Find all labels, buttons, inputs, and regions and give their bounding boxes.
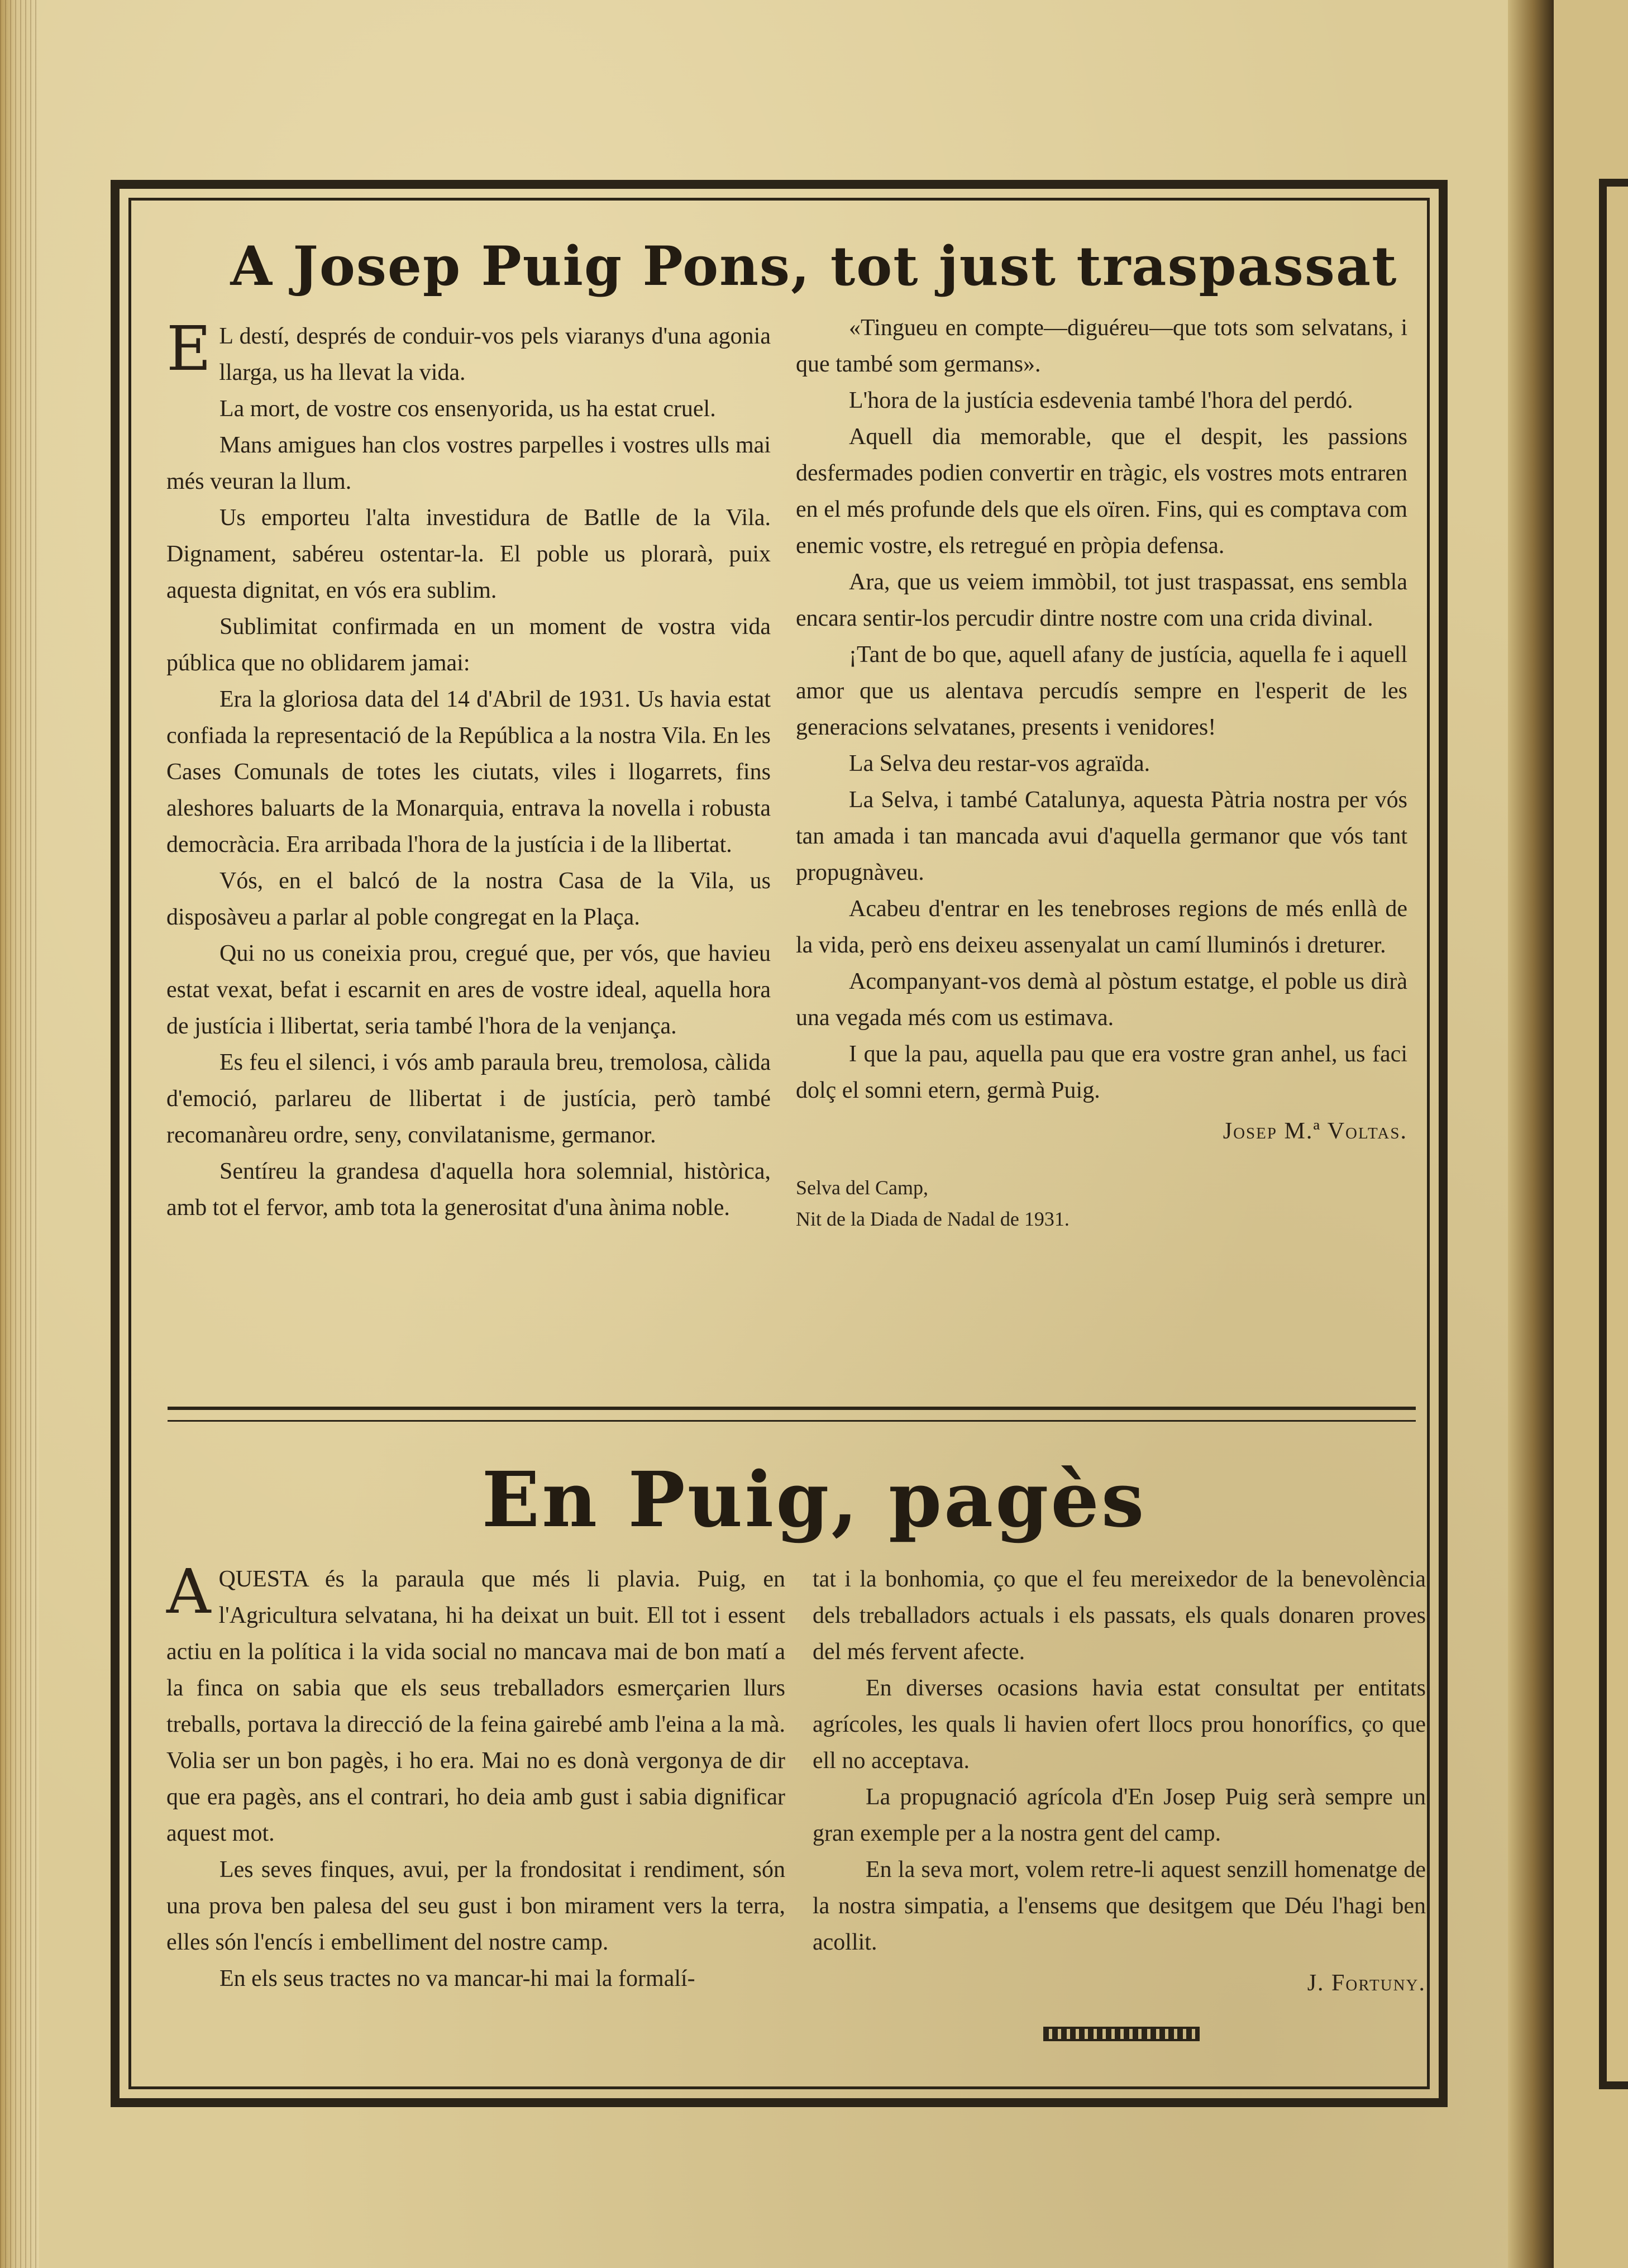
article2-title: En Puig, pagès	[481, 1455, 1147, 1545]
article1-place: Selva del Camp,	[796, 1176, 928, 1199]
article2-paragraph: En la seva mort, volem retre-li aquest senzill homenatge de la nostra simpatia, a l'ensems que desitgem que Déu l'hagi ben acollit.	[813, 1857, 1426, 1955]
article1-paragraph: Acompanyant-vos demà al pòstum estatge, el poble us dirà una vegada més com us estimava.	[796, 969, 1407, 1031]
article1-paragraph: L'hora de la justícia esdevenia també l'hora del perdó.	[849, 388, 1353, 413]
article1-paragraph: Era la gloriosa data del 14 d'Abril de 1931. Us havia estat confiada la representació de la República a la nostra Vila. En les Cases Comunals de totes les ciutats, viles i llogarrets, fins aleshores baluarts de la Monarquia, entrava la novella i robusta democràcia. Era arribada l'hora de la justícia i de la llibertat.	[166, 687, 771, 857]
article1-paragraph: Es feu el silenci, i vós amb paraula breu, tremolosa, càlida d'emoció, parlareu de llibertat i de justícia, però també recomanàreu ordre, seny, convilatanisme, germanor.	[166, 1050, 771, 1148]
book-gutter	[1508, 0, 1554, 2268]
article2-paragraph: tat i la bonhomia, ço que el feu mereixedor de la benevolència dels treballadors actuals i els passats, els quals donaren proves del més fervent afecte.	[813, 1566, 1426, 1665]
article1-paragraph: Us emporteu l'alta investidura de Batlle de la Vila. Dignament, sabéreu ostentar-la. El poble us plorarà, puix aquesta dignitat, en vós era sublim.	[166, 505, 771, 603]
article1-paragraph: Mans amigues han clos vostres parpelles i vostres ulls mai més veuran la llum.	[166, 432, 771, 494]
article1-paragraph: Acabeu d'entrar en les tenebroses regions de més enllà de la vida, però ens deixeu assenyalat un camí lluminós i dreturer.	[796, 896, 1407, 958]
article2-paragraph: En els seus tractes no va mancar-hi mai la formalí-	[219, 1966, 695, 1991]
page-stack-edge	[0, 0, 39, 2268]
article1-paragraph: Sublimitat confirmada en un moment de vostra vida pública que no oblidarem jamai:	[166, 614, 771, 676]
section-divider	[168, 1407, 1416, 1410]
ornament-divider	[1043, 2027, 1200, 2041]
article1-paragraph: Ara, que us veiem immòbil, tot just traspassat, ens sembla encara sentir-los percudir dintre nostre com una crida divinal.	[796, 569, 1407, 631]
article2-left-column	[166, 1556, 785, 1997]
article1-paragraph: ¡Tant de bo que, aquell afany de justícia, aquella fe i aquell amor que us alentava percudís sempre en l'esperit de les generacions selvatanes, presents i venidores!	[796, 642, 1407, 740]
article1-paragraph: Aquell dia memorable, que el despit, les passions desfermades podien convertir en tràgic, els vostres mots entraren en el més profunde dels que els oïren. Fins, qui es comptava com enemic vostre, els retregué en pròpia defensa.	[796, 424, 1407, 559]
article1-right-column	[796, 310, 1407, 1235]
article1-paragraph: I que la pau, aquella pau que era vostre gran anhel, us faci dolç el somni etern, germà Puig.	[796, 1041, 1407, 1103]
article2-paragraph: AQUESTA és la paraula que més li plavia. Puig, en l'Agricultura selvatana, hi ha deixat un buit. Ell tot i essent actiu en la política i la vida social no mancava mai de bon matí a la finca on sabia que els seus treballadors esmerçarien llurs treballs, portava la direcció de la feina gairebé amb l'eina a la mà. Volia ser un bon pagès, i ho era. Mai no es donà vergonya de dir que era pagès, ans el contrari, ho deia amb gust i sabia dignificar aquest mot.	[166, 1556, 785, 1846]
article1-paragraph: E L destí, després de conduir-vos pels viaranys d'una agonia llarga, us ha llevat la vida.	[166, 313, 771, 385]
article1-paragraph: La Selva, i també Catalunya, aquesta Pàtria nostra per vós tan amada i tan mancada avui d'aquella germanor que vós tant propugnàveu.	[796, 787, 1407, 885]
article1-left-column	[166, 313, 771, 1226]
article1-paragraph: Vós, en el balcó de la nostra Casa de la Vila, us disposàveu a parlar al poble congregat en la Plaça.	[166, 868, 771, 930]
article1-paragraph: Sentíreu la grandesa d'aquella hora solemnial, històrica, amb tot el fervor, amb tota la generositat d'una ànima noble.	[166, 1159, 771, 1221]
article2-signature: J. Fortuny.	[1307, 1970, 1426, 1996]
article2-paragraph: Les seves finques, avui, per la frondositat i rendiment, són una prova ben palesa del seu gust i bon mirament vers la terra, elles són l'encís i embelliment del nostre camp.	[166, 1857, 785, 1955]
article1-date: Nit de la Diada de Nadal de 1931.	[796, 1208, 1070, 1230]
article2-paragraph: En diverses ocasions havia estat consultat per entitats agrícoles, les quals li havien ofert llocs prou honorífics, ço que ell no acceptava.	[813, 1675, 1426, 1774]
article1-paragraph: La Selva deu restar-vos agraïda.	[849, 751, 1150, 776]
facing-page-frame	[1599, 179, 1628, 2089]
article1-signature: Josep M.ª Voltas.	[1223, 1118, 1407, 1144]
article1-paragraph: Qui no us coneixia prou, cregué que, per vós, que havieu estat vexat, befat i escarnit en ares de vostre ideal, aquella hora de justícia i llibertat, seria també l'hora de la venjança.	[166, 941, 771, 1039]
article1-paragraph: La mort, de vostre cos ensenyorida, us ha estat cruel.	[219, 396, 716, 422]
article1-dropcap: E	[166, 313, 212, 384]
article1-title: A Josep Puig Pons, tot just traspassat	[230, 235, 1398, 298]
article1-paragraph: «Tingueu en compte—diguéreu—que tots som selvatans, i que també som germans».	[796, 315, 1407, 377]
article2-right-column	[813, 1561, 1426, 2002]
article2-dropcap: A	[166, 1556, 211, 1627]
section-divider-thin	[168, 1420, 1416, 1422]
article2-paragraph: La propugnació agrícola d'En Josep Puig serà sempre un gran exemple per a la nostra gent del camp.	[813, 1784, 1426, 1846]
